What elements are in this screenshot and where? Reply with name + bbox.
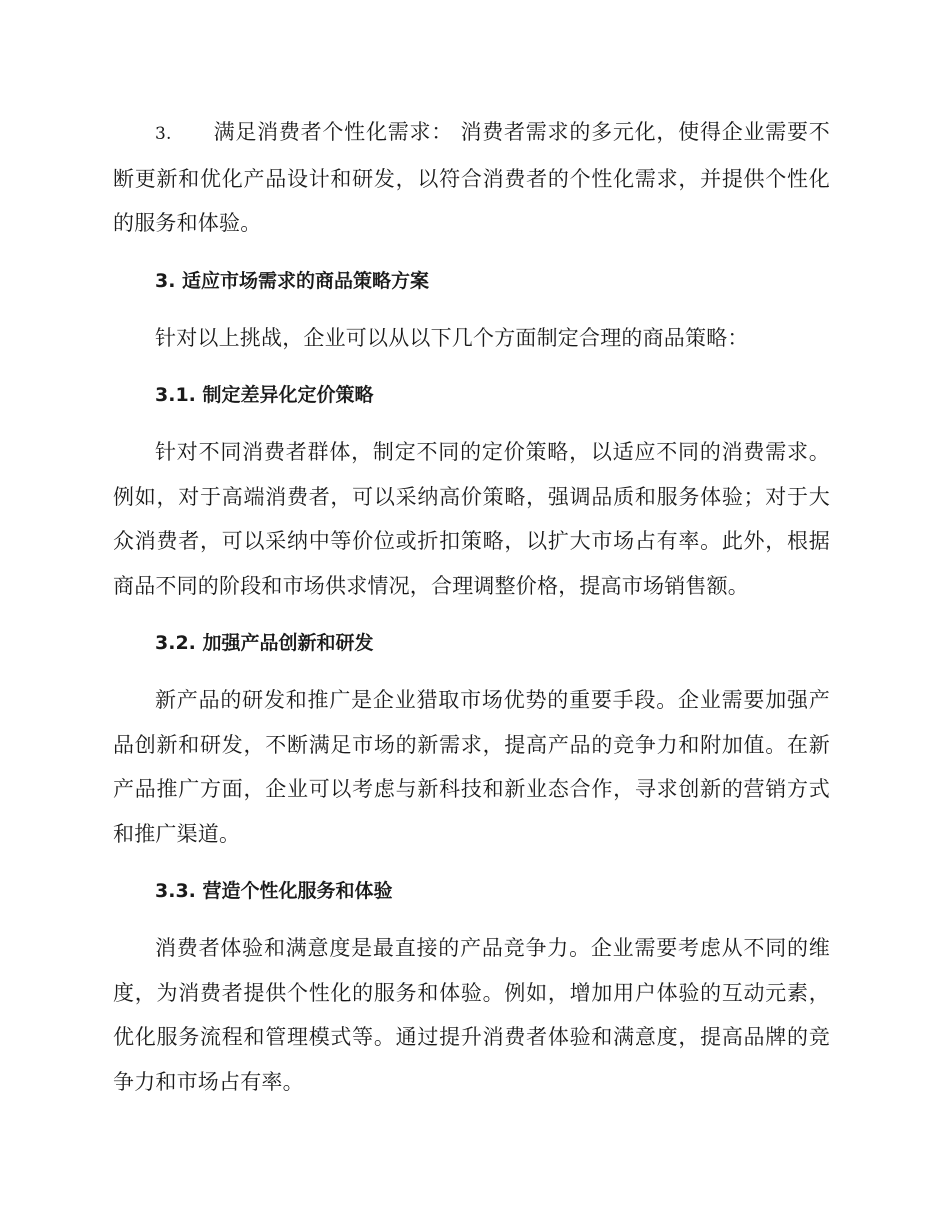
section-3-2-heading: 3.2. 加强产品创新和研发	[155, 632, 374, 654]
section-3-intro: 针对以上挑战，企业可以从以下几个方面制定合理的商品策略：	[155, 325, 749, 350]
section-3-heading: 3. 适应市场需求的商品策略方案	[155, 269, 430, 292]
section-3-1-body: 针对不同消费者群体，制定不同的定价策略，以适应不同的消费需求。例如，对于高端消费者，可以采纳高价策略，强调品质和服务体验；对于大众消费者，可以采纳中等价位或折扣策略，以扩大市场占有率。此外，根据商品不同的阶段和市场供求情况，合理调整价格，提高市场销售额。	[113, 440, 830, 598]
list-item-number: 3.	[155, 124, 172, 144]
document-page	[113, 110, 830, 1117]
section-3-3-heading: 3.3. 营造个性化服务和体验	[155, 880, 393, 902]
list-item-3	[113, 110, 830, 246]
section-3-1-heading: 3.1. 制定差异化定价策略	[155, 384, 374, 406]
section-3-2-body: 新产品的研发和推广是企业猎取市场优势的重要手段。企业需要加强产品创新和研发，不断满足市场的新需求，提高产品的竞争力和附加值。在新产品推广方面，企业可以考虑与新科技和新业态合作，寻求创新的营销方式和推广渠道。	[113, 688, 830, 846]
list-item-text: 满足消费者个性化需求： 消费者需求的多元化，使得企业需要不断更新和优化产品设计和研发，以符合消费者的个性化需求，并提供个性化的服务和体验。	[113, 120, 830, 235]
section-3-3-body: 消费者体验和满意度是最直接的产品竞争力。企业需要考虑从不同的维度，为消费者提供个性化的服务和体验。例如，增加用户体验的互动元素，优化服务流程和管理模式等。通过提升消费者体验和满意度，提高品牌的竞争力和市场占有率。	[113, 936, 830, 1094]
